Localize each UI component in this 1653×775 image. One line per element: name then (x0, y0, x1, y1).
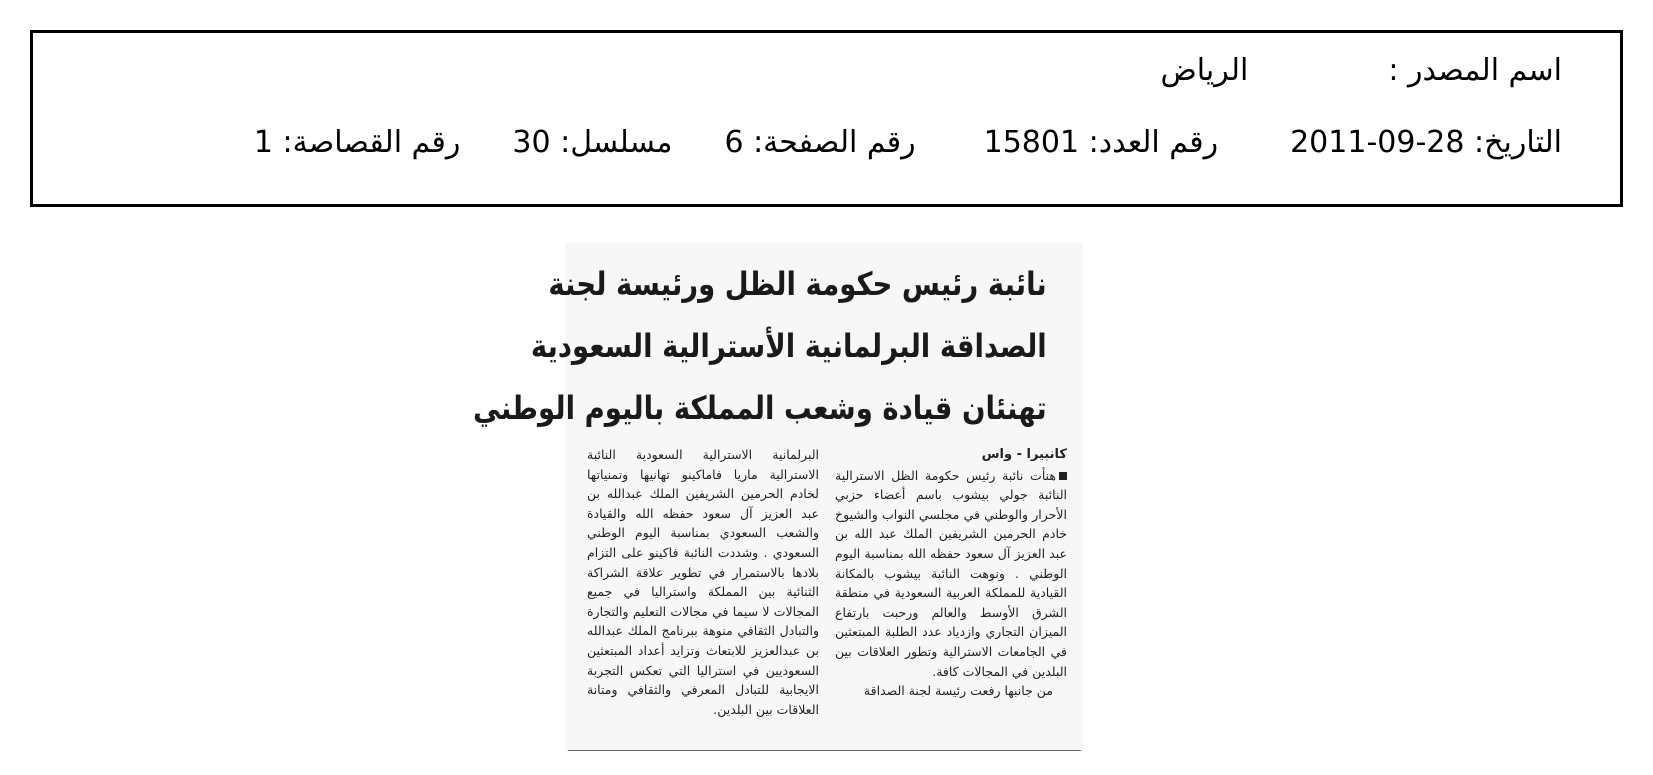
headline-line-3: تهنئان قيادة وشعب المملكة باليوم الوطني (472, 389, 1047, 427)
bullet-square-icon (1059, 472, 1067, 480)
article-headline (472, 253, 1047, 439)
page-number-field: رقم الصفحة: 6 (724, 125, 916, 160)
source-value: الرياض (1160, 53, 1249, 88)
clipping-metadata-box (30, 30, 1623, 207)
serial-field: مسلسل: 30 (512, 125, 673, 160)
article-paragraph: البرلمانية الاسترالية السعودية النائبة الاسترالية ماريا فاماكينو تهانيها وتمنياتها لخادم الحرمين الشريفين الملك عبدالله بن عبد العزيز آل سعود حفظه الله والقيادة والشعب السعودي بمناسبة اليوم الوطني السعودي . وشددت النائبة فاكينو على التزام بلادها بالاستمرار في تطوير علاقة الشراكة الثنائية بين المملكة واستراليا في جميع المجالات لا سيما في مجالات التعليم والتجارة والتبادل الثقافي منوهة ببرنامج الملك عبدالله بن عبدالعزيز للابتعاث وتزايد أعداد المبتعثين السعوديين في استراليا التي تعكس التجربة الايجابية للتبادل المعرفي والثقافي ومتانة العلاقات بين البلدين. (587, 447, 819, 717)
article-column-left (587, 445, 819, 719)
clipping-bottom-rule (568, 750, 1081, 751)
details-row (254, 125, 1562, 160)
clip-number-field: رقم القصاصة: 1 (253, 125, 461, 160)
issue-number-field: رقم العدد: 15801 (983, 125, 1219, 160)
headline-line-1: نائبة رئيس حكومة الظل ورئيسة لجنة (548, 265, 1047, 303)
source-row (1161, 53, 1562, 88)
article-paragraph: من جانبها رفعت رئيسة لجنة الصداقة (863, 683, 1053, 699)
date-field: التاريخ: 28-09-2011 (1290, 125, 1562, 160)
newspaper-clipping (472, 243, 1083, 751)
headline-line-2: الصداقة البرلمانية الأسترالية السعودية (530, 327, 1047, 365)
article-column-right (835, 445, 1067, 701)
source-label: اسم المصدر : (1388, 53, 1562, 88)
article-byline: كانبيرا - واس (981, 447, 1067, 462)
article-paragraph-text: هنأت نائبة رئيس حكومة الظل الاسترالية النائبة جولي بيشوب باسم أعضاء حزبي الأحرار والوطني في مجلسي النواب والشيوخ خادم الحرمين الشريفين الملك عبد الله بن عبد العزيز آل سعود حفظه الله بمناسبة اليوم الوطني . ونوهت النائبة بيشوب بالمكانة القيادية للمملكة العربية السعودية في منطقة الشرق الأوسط والعالم ورحبت بارتفاع الميزان التجاري وازدياد عدد الطلبة المبتعثين في الجامعات الاسترالية وتطور العلاقات بين البلدين في المجالات كافة. (835, 467, 1067, 679)
article-paragraph (835, 466, 1067, 682)
